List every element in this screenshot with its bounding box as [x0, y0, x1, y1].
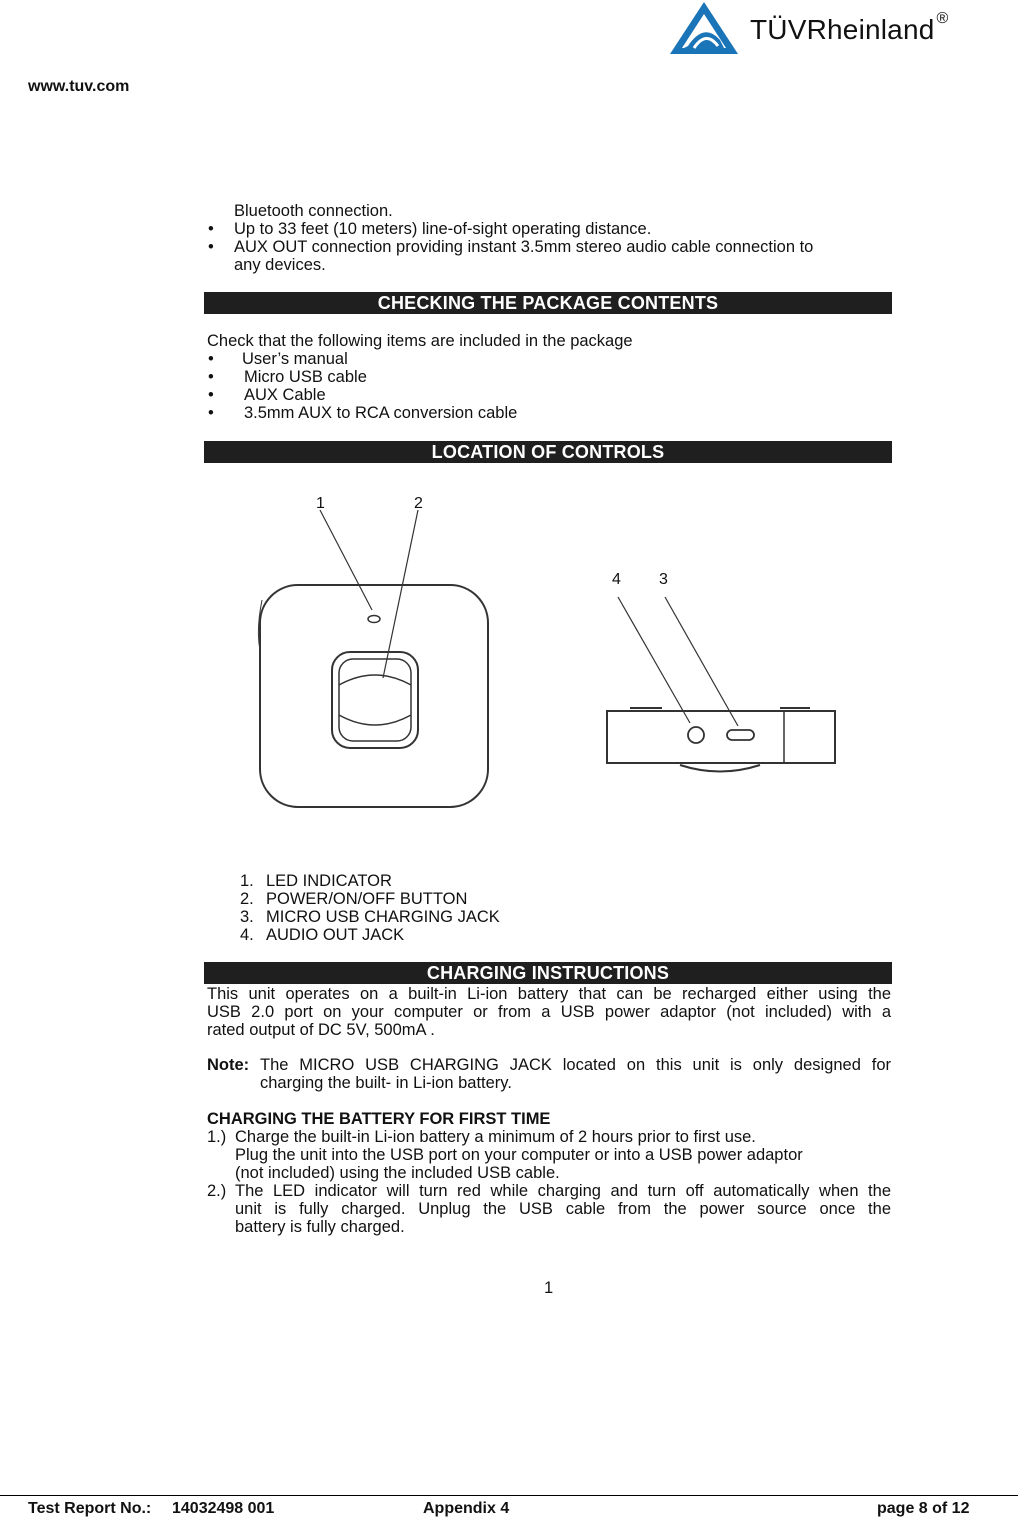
charging-para-line: This unit operates on a built-in Li-ion battery that can be recharged either using the	[207, 985, 891, 1003]
bullet-dot: •	[208, 350, 214, 368]
callout-number: 3	[659, 571, 668, 588]
manual-page-number: 1	[544, 1279, 554, 1297]
control-label: LED INDICATOR	[266, 872, 392, 890]
power-button-shape	[332, 652, 418, 748]
callout-line-1	[320, 510, 372, 610]
tuv-logo	[668, 0, 988, 58]
section-charging-title: CHARGING INSTRUCTIONS	[204, 962, 892, 984]
note-line: charging the built- in Li-ion battery.	[260, 1074, 512, 1092]
brand-name: TÜVRheinland ®	[750, 10, 949, 45]
step-line: unit is fully charged. Unplug the USB cable from the power source once the	[235, 1200, 891, 1218]
bullet-dot: •	[208, 220, 214, 238]
bullet-dot: •	[208, 386, 214, 404]
intro-bullet: Up to 33 feet (10 meters) line-of-sight operating distance.	[234, 220, 652, 238]
step-num: 1.)	[207, 1128, 227, 1146]
bullet-dot: •	[208, 404, 214, 422]
step-line: (not included) using the included USB cable.	[235, 1164, 560, 1182]
step-num: 2.)	[207, 1182, 227, 1200]
audio-out-jack-shape	[688, 727, 704, 743]
section-controls-title: LOCATION OF CONTROLS	[204, 441, 892, 463]
intro-bullet: AUX OUT connection providing instant 3.5mm stereo audio cable connection to	[234, 238, 814, 256]
note-line: The MICRO USB CHARGING JACK located on this unit is only designed for	[260, 1056, 891, 1074]
bullet-dot: •	[208, 368, 214, 386]
charging-para-line: rated output of DC 5V, 500mA .	[207, 1021, 435, 1039]
appendix-label: Appendix 4	[423, 1500, 510, 1517]
report-label: Test Report No.:	[28, 1500, 152, 1517]
charging-para-line: USB 2.0 port on your computer or from a USB power adaptor (not included) with a	[207, 1003, 891, 1021]
unit-front-outline	[260, 585, 488, 807]
step-line: battery is fully charged.	[235, 1218, 405, 1236]
package-item: User’s manual	[242, 350, 348, 368]
control-num: 3.	[240, 908, 254, 926]
step-line: Plug the unit into the USB port on your computer or into a USB power adaptor	[235, 1146, 803, 1164]
control-label: MICRO USB CHARGING JACK	[266, 908, 500, 926]
callout-number: 4	[612, 571, 621, 588]
page-indicator: page 8 of 12	[877, 1500, 970, 1517]
usb-jack-shape	[727, 730, 754, 740]
step-line: The LED indicator will turn red while charging and turn off automatically when the	[235, 1182, 891, 1200]
section-package-title: CHECKING THE PACKAGE CONTENTS	[204, 292, 892, 314]
led-indicator-shape	[368, 616, 380, 623]
callout-number: 2	[414, 495, 423, 512]
callout-line-4	[618, 597, 690, 723]
first-time-title: CHARGING THE BATTERY FOR FIRST TIME	[207, 1110, 551, 1128]
package-lead: Check that the following items are included in the package	[207, 332, 633, 350]
report-number: 14032498 001	[172, 1500, 275, 1517]
package-item: 3.5mm AUX to RCA conversion cable	[244, 404, 518, 422]
footer-divider	[0, 1495, 1018, 1496]
control-label: POWER/ON/OFF BUTTON	[266, 890, 468, 908]
unit-side-outline	[607, 711, 835, 763]
intro-bullet-cont: any devices.	[234, 256, 326, 274]
site-url[interactable]: www.tuv.com	[28, 78, 130, 95]
package-item: Micro USB cable	[244, 368, 367, 386]
callout-line-3	[665, 597, 738, 726]
controls-diagram	[250, 480, 850, 830]
control-num: 2.	[240, 890, 254, 908]
bullet-dot: •	[208, 238, 214, 256]
package-item: AUX Cable	[244, 386, 326, 404]
tuv-triangle-icon	[668, 0, 740, 58]
control-num: 4.	[240, 926, 254, 944]
control-num: 1.	[240, 872, 254, 890]
note-label: Note:	[207, 1056, 250, 1074]
callout-number: 1	[316, 495, 325, 512]
step-line: Charge the built-in Li-ion battery a minimum of 2 hours prior to first use.	[235, 1128, 756, 1146]
control-label: AUDIO OUT JACK	[266, 926, 405, 944]
intro-line: Bluetooth connection.	[234, 202, 393, 220]
